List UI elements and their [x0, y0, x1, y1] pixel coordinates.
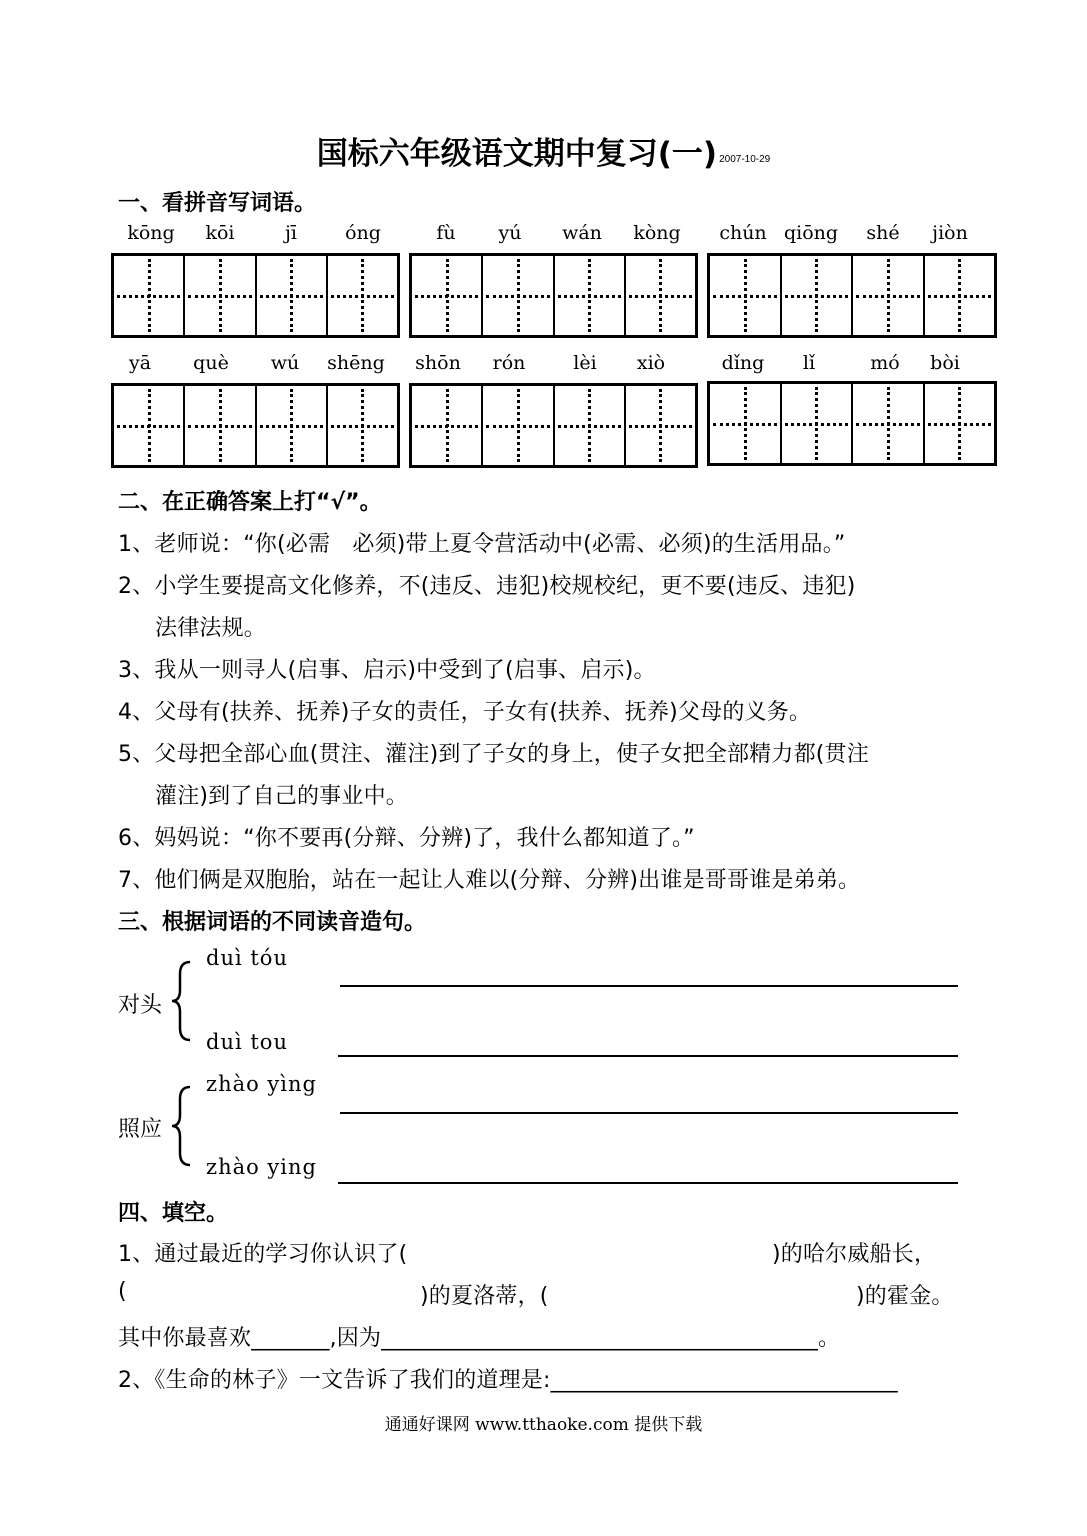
pinyin-label: yú [498, 222, 522, 244]
pinyin-label: yā [128, 352, 152, 374]
writing-cell[interactable] [853, 256, 925, 335]
writing-cell[interactable] [114, 386, 185, 465]
pinyin-label: què [193, 352, 229, 374]
question-line: 3、我从一则寻人(启事、启示)中受到了(启事、启示)。 [118, 658, 656, 683]
reading-pinyin: zhào ying [206, 1155, 317, 1179]
footer-text: 通通好课网 www.tthaoke.com 提供下载 [384, 1415, 703, 1435]
writing-cell[interactable] [185, 386, 256, 465]
answer-line[interactable] [340, 1112, 958, 1114]
writing-cell[interactable] [328, 256, 397, 335]
writing-cell[interactable] [114, 256, 185, 335]
polyphone-word: 照应 [118, 1117, 163, 1142]
page-title-line [0, 128, 1087, 173]
pinyin-label: lǐ [802, 352, 816, 374]
section-1-heading: 一、看拼音写词语。 [118, 191, 317, 216]
question-line: 2、小学生要提高文化修养，不(违反、违犯)校规校纪，更不要(违反、违犯) [118, 574, 856, 599]
pinyin-label: kòng [633, 222, 681, 244]
writing-cell[interactable] [328, 386, 397, 465]
polyphone-word: 对头 [118, 993, 163, 1018]
writing-grid-group[interactable] [111, 383, 400, 468]
pinyin-label: dǐng [721, 352, 765, 374]
pinyin-label: wú [270, 352, 300, 374]
writing-cell[interactable] [412, 256, 483, 335]
pinyin-label: chún [719, 222, 767, 244]
writing-cell[interactable] [710, 384, 782, 463]
fill-blank-line: 其中你最喜欢_______,因为_______________________________________。 [118, 1326, 841, 1351]
date-stamp: 2007-10-29 [719, 154, 771, 165]
pinyin-label: shōn [415, 352, 461, 374]
pinyin-label: óng [345, 222, 381, 244]
writing-cell[interactable] [710, 256, 782, 335]
brace-icon [168, 960, 194, 1042]
reading-pinyin: zhào yìng [206, 1072, 317, 1096]
writing-cell[interactable] [483, 386, 554, 465]
section-4-heading: 四、填空。 [118, 1201, 229, 1226]
writing-cell[interactable] [257, 256, 328, 335]
writing-cell[interactable] [555, 386, 626, 465]
question-line: 7、他们俩是双胞胎，站在一起让人难以(分辩、分辨)出谁是哥哥谁是弟弟。 [118, 868, 861, 893]
writing-cell[interactable] [782, 256, 854, 335]
writing-cell[interactable] [483, 256, 554, 335]
pinyin-label: lèi [573, 352, 597, 374]
writing-cell[interactable] [412, 386, 483, 465]
question-line: 灌注)到了自己的事业中。 [155, 784, 408, 809]
fill-blank-line: ( [118, 1279, 127, 1304]
pinyin-label: shé [866, 222, 900, 244]
fill-blank-line: )的哈尔威船长， [772, 1242, 937, 1267]
writing-grid-group[interactable] [409, 383, 698, 468]
writing-cell[interactable] [257, 386, 328, 465]
pinyin-label: wán [562, 222, 602, 244]
section-2-heading: 二、在正确答案上打“√”。 [118, 490, 382, 515]
writing-cell[interactable] [555, 256, 626, 335]
pinyin-label: jiòn [932, 222, 968, 244]
brace-icon [168, 1085, 194, 1167]
fill-blank-line: 2、《生命的林子》一文告诉了我们的道理是:_______________________________ [118, 1368, 898, 1393]
reading-pinyin: duì tou [206, 1030, 288, 1054]
fill-blank-line: 1、通过最近的学习你认识了( [118, 1242, 408, 1267]
section-3-heading: 三、根据词语的不同读音造句。 [118, 910, 427, 935]
pinyin-label: jī [285, 222, 297, 244]
writing-grid-group[interactable] [707, 253, 997, 338]
question-line: 5、父母把全部心血(贯注、灌注)到了子女的身上，使子女把全部精力都(贯注 [118, 742, 869, 767]
fill-blank-line: )的夏洛蒂，( [420, 1284, 549, 1309]
pinyin-label: qiōng [783, 222, 839, 244]
question-line: 4、父母有(扶养、抚养)子女的责任，子女有(扶养、抚养)父母的义务。 [118, 700, 812, 725]
writing-cell[interactable] [626, 386, 695, 465]
pinyin-label: rón [492, 352, 526, 374]
fill-blank-line: )的霍金。 [856, 1284, 954, 1309]
reading-pinyin: duì tóu [206, 946, 288, 970]
question-line: 法律法规。 [155, 616, 267, 641]
question-line: 1、老师说：“你(必需 必须)带上夏令营活动中(必需、必须)的生活用品。” [118, 532, 846, 557]
pinyin-label: mó [870, 352, 900, 374]
pinyin-label: fù [436, 222, 456, 244]
writing-cell[interactable] [853, 384, 925, 463]
writing-cell[interactable] [185, 256, 256, 335]
answer-line[interactable] [340, 985, 958, 987]
writing-cell[interactable] [782, 384, 854, 463]
pinyin-label: kōng [127, 222, 175, 244]
writing-grid-group[interactable] [409, 253, 698, 338]
writing-cell[interactable] [925, 384, 995, 463]
writing-grid-group[interactable] [707, 381, 997, 466]
question-line: 6、妈妈说：“你不要再(分辩、分辨)了，我什么都知道了。” [118, 826, 695, 851]
answer-line[interactable] [338, 1055, 958, 1057]
pinyin-label: shēng [327, 352, 385, 374]
pinyin-label: bòi [930, 352, 960, 374]
answer-line[interactable] [338, 1182, 958, 1184]
writing-cell[interactable] [925, 256, 995, 335]
writing-cell[interactable] [626, 256, 695, 335]
writing-grid-group[interactable] [111, 253, 400, 338]
pinyin-label: xiò [636, 352, 666, 374]
page-title: 国标六年级语文期中复习(一) [316, 136, 718, 172]
pinyin-label: kōi [205, 222, 235, 244]
